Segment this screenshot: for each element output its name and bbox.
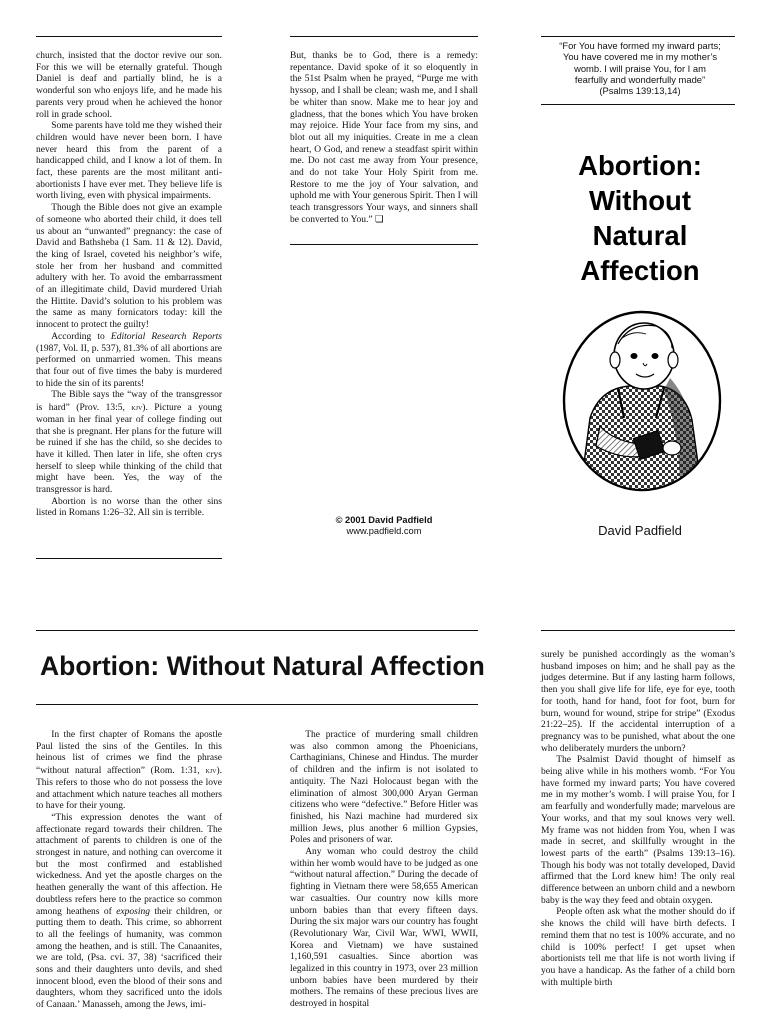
col1-p2-suffix: their children, or putting them to death. This crime, so abhorrent to all the feelings of humanity, was common among the heathen, and is still. The Canaanites, we are told, (Psa. cvi. 37, 38) ‘sacrificed their sons and their daughters unto devils, and shed innocent blood, even the blood of their sons and daughters, whom they sacrificed unto the idols of Canaan.’ Manasseh, among the Jews, imi- — [36, 906, 222, 1011]
cover-quote-line: “For You have formed my inward parts; — [559, 40, 721, 51]
col1-p1-suffix: ). This refers to those who do not possess the love and attachment which nature teaches all mothers to have for their young. — [36, 766, 222, 812]
col1-p2-prefix: “This expression denotes the want of affectionate regard towards their children. The attachment of parents to children is one of the strongest in nature, and nothing can overcome it but the most confirmed and established wickedness. And yet the apostle charges on the heathen generally the want of this affection. He doubtless refers here to the practice so common among heathens of — [36, 812, 222, 917]
panel1-paragraph-2: Some parents have told me they wished their children would have never been born. I have never heard this from the parent of a handicapped child, and I know a lot of them. In fact, these parents are the most militant anti-abortionists I have ever met. They believe life is worth living, even with physical impairments. — [36, 121, 222, 202]
according-source: Editorial Research Reports — [110, 331, 222, 342]
according-prefix: According to — [51, 331, 111, 342]
baby-portrait-illustration — [560, 308, 725, 496]
panel1-paragraph-last: Abortion is no worse than the other sins listed in Romans 1:26–32. All sin is terrible. — [36, 496, 222, 519]
cover-title-line: Without — [588, 185, 692, 216]
cover-title-line: Natural — [592, 220, 688, 251]
panel-1-text — [36, 51, 222, 520]
column-2-text — [290, 730, 478, 1011]
bible-prefix: The Bible says the “way of the transgressor is hard” (Prov. 13:5, — [36, 390, 222, 414]
panel1-paragraph-3: Though the Bible does not give an example of someone who aborted their child, it does tell us about an “unwanted” pregnancy: the case of David and Bathsheba (1 Sam. 11 & 12). David, the king of Israel, coveted his neighbor’s wife, stole her from her husband and committed adultery with her. To avoid the embarrassment of an illegitimate child, David murdered Uriah the Hittite. David’s solution to his problem was the same as many fornicators today: kill the innocent to protect the guilty! — [36, 203, 222, 331]
cover-author: David Padfield — [598, 523, 682, 538]
bible-version: kjv — [131, 403, 143, 413]
col1-paragraph-1 — [36, 730, 222, 813]
rule-bottom-panel1 — [36, 558, 222, 559]
rule-top-cover — [541, 36, 735, 37]
rule-under-title — [36, 704, 478, 705]
copyright-block — [284, 515, 484, 537]
panel1-paragraph-according — [36, 332, 222, 391]
col3-paragraph-1: surely be punished accordingly as the woman’s husband imposes on him; and he shall pay as the judges determine. But if any lasting harm follows, then you shall give life for life, eye for eye, tooth for tooth, hand for hand, foot for foot, burn for burn, wound for wound, stripe for stripe” (Exodus 21:22–25). If the accidental interruption of a pregnancy was to be punished, what about the one who deliberately murders the unborn? — [541, 650, 735, 754]
cover-quote-line: You have covered me in my mother’s — [562, 51, 718, 63]
cover-quote-line: womb. I will praise You, for I am — [574, 62, 706, 74]
col1-p1-prefix: In the first chapter of Romans the apostle Paul listed the sins of the Gentiles. In this heinous list of crimes we find the phrase “without natural affection” (Rom. 1:31, — [36, 730, 222, 777]
main-title: Abortion: Without Natural Affection — [40, 651, 485, 681]
website-text: www.padfield.com — [346, 526, 422, 537]
rule-quote-cover — [541, 104, 735, 105]
cover-quote-line: (Psalms 139:13,14) — [599, 85, 681, 97]
col2-paragraph-2: Any woman who could destroy the child within her womb would have to be judged as one “without natural affection.” During the decade of fighting in Vietnam there were 58,655 American war casualties. Our country now kills more unborn babies than that every fifteen days. During the six major wars our country has fought (Revolutionary War, Civil War, WWI, WWII, Korea and Vietnam) we have sustained 1,160,591 casualties. Since abortion was legalized in this country in 1973, over 23 million unborn babies have been murdered by their mothers. The remains of these precious lives are destroyed in hospital — [290, 847, 478, 1010]
col2-paragraph-1: The practice of murdering small children was also common among the Phoenicians, Carthaginians, Chinese and Hindus. The murder of children and the infirm is not isolated to antiquity. The Nazi Holocaust began with the elimination of almost 300,000 Aryan German citizens who were “defective.” Before Hitler was finished, his Nazi machine had murdered six million Jews, plus another 6 million Gypsies, Poles and prisoners of war. — [290, 730, 478, 846]
panel1-paragraph-bible — [36, 390, 222, 496]
col1-p2-italic: exposing — [116, 906, 150, 917]
cover-title-line: Abortion: — [578, 150, 702, 181]
col1-p1-version: kjv — [205, 766, 217, 776]
col1-paragraph-2 — [36, 813, 222, 1012]
rule-top-panel2 — [290, 36, 478, 37]
column-3-text — [541, 650, 735, 989]
rule-top-col3 — [541, 630, 735, 631]
cover-title-line: Affection — [580, 255, 700, 286]
panel1-paragraph-1: church, insisted that the doctor revive our son. For this we will be eternally grateful. Though Daniel is deaf and partially blind, he is a wonderful son who enjoys life, and he made his parents very proud when he achieved the honor roll in grade school. — [36, 51, 222, 120]
rule-top-main — [36, 630, 478, 631]
cover-quote — [541, 40, 739, 96]
rule-top-panel1 — [36, 36, 222, 37]
cover-quote-line: fearfully and wonderfully made” — [574, 73, 706, 85]
col3-paragraph-3: People often ask what the mother should do if she knows the child will have birth defects. I remind them that no test is 100% accurate, and no child is 100% perfect! I get upset when abortionists tell me that life is not worth living if you have a handicap. As the father of a child born with multiple birth — [541, 907, 735, 988]
bible-suffix: ). Picture a young woman in her final year of college finding out that she is pregnant. Her plans for the future will be ruined if she has the child, so she decides to have it killed. Then later in life, she often crys herself to sleep while thinking of the child that might have been. Yes, the way of the transgressor is hard. — [36, 403, 222, 496]
copyright-text: © 2001 David Padfield — [335, 515, 433, 525]
panel2-paragraph: But, thanks be to God, there is a remedy: repentance. David spoke of it so eloquently in the 51st Psalm when he prayed, “Purge me with hyssop, and I shall be clean; wash me, and I shall be whiter than snow. Make me to hear joy and gladness, that the bones which You have broken may rejoice. Hide Your face from my sins, and blot out all my iniquities. Create in me a clean heart, O God, and renew a steadfast spirit within me. Do not cast me away from Your presence, and do not take Your Holy Spirit from me. Restore to me the joy of Your salvation, and uphold me with Your generous Spirit. Then I will teach transgressors Your ways, and sinners shall be converted to You.” ❏ — [290, 51, 478, 225]
according-suffix: (1987, Vol. II, p. 537), 81.3% of all abortions are performed on unmarried women. This means that four out of five times the baby is murdered to hide the sin of its parents! — [36, 343, 222, 389]
rule-bottom-panel2 — [290, 244, 478, 245]
cover-title — [550, 148, 730, 288]
panel-2-text — [290, 51, 478, 227]
column-1-text — [36, 730, 222, 1012]
col3-paragraph-2: The Psalmist David thought of himself as being alive while in his mothers womb. “For You have formed my inward parts; You have covered me in my mother’s womb. I will praise You, for I am fearfully and wonderfully made; marvelous are Your works, and that my soul knows very well. My frame was not hidden from You, when I was made in secret, and skillfully wrought in the lowest parts of the earth” (Psalms 139:13–16). Though his body was not totally developed, David affirmed that the Lord knew him! The only real difference between an unborn child and a newborn baby is the way they feed and obtain oxygen. — [541, 755, 735, 906]
